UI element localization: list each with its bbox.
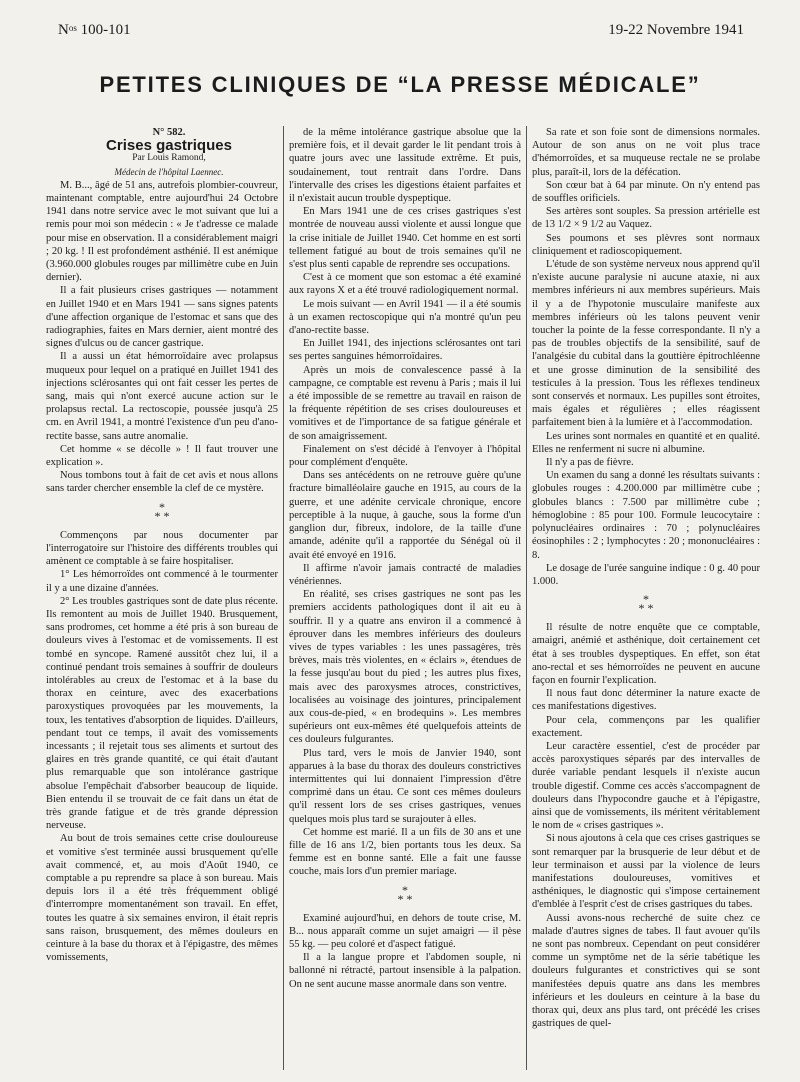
section-separator: * * *	[638, 592, 654, 616]
body-paragraph: Dans ses antécédents on ne retrouve guère qu'une fracture bimalléolaire gauche en 1915, au cours de la guerre, et une adénite cervicale chronique, encore perceptible à la nuque, à gauche, sous la forme d'un ganglion dur, fibreux, indolore, de la taille d'une amande, adénite qu'il a rapportée du Sénégal où il avait été envoyé en 1916.	[289, 470, 521, 561]
body-paragraph: Le dosage de l'urée sanguine indique : 0 g. 40 pour 1.000.	[532, 562, 760, 587]
body-paragraph: Il a fait plusieurs crises gastriques — notamment en Juillet 1940 et en Mars 1941 — sans signes patents d'une affection organique de l'estomac et sans que des radiographies, faites en Mars dernier, aient montré des signes d'ulcus ou de cancer gastrique.	[46, 285, 278, 350]
article-author: Par Louis Ramond,	[132, 153, 206, 164]
column-2	[289, 126, 521, 1070]
body-paragraph: Plus tard, vers le mois de Janvier 1940, sont apparues à la base du thorax des douleurs constrictives intermittentes qui lui donnaient l'impression d'être comprimé dans un étau. Ce sont ces mêmes douleurs qu'il ressent lors de ses crises gastriques, venues quelques mois plus tard se surajouter à elles.	[289, 747, 521, 825]
body-paragraph: Il n'y a pas de fièvre.	[546, 457, 634, 469]
body-paragraph: M. B..., âgé de 51 ans, autrefois plombier-couvreur, maintenant comptable, entre aujourd'hui 24 Octobre 1941 dans notre service avec le mot suivant que lui a remis pour moi son médecin : « Je t'adresse ce malade pour mise en observation. Il a considérablement maigri ; 20 kg. ! Il est profondément asthénié. Il est anémique (3.960.000 globules rouges par millimètre cube en Juin dernier).	[46, 179, 278, 284]
body-paragraph: Sa rate et son foie sont de dimensions normales. Autour de son anus on ne voit plus trace d'hémorroïdes, et sa muqueuse rectale ne se prolabe plus, paraît-il, lors de la défécation.	[532, 127, 760, 178]
body-paragraph: C'est à ce moment que son estomac a été examiné aux rayons X et a été trouvé radiologiquement normal.	[289, 272, 521, 297]
section-separator: * * *	[397, 882, 413, 906]
body-paragraph: Pour cela, commençons par les qualifier exactement.	[532, 714, 760, 739]
column-divider	[283, 126, 284, 1070]
body-paragraph: Son cœur bat à 64 par minute. On n'y entend pas de souffles orificiels.	[532, 179, 760, 205]
body-paragraph: Examiné aujourd'hui, en dehors de toute crise, M. B... nous apparaît comme un sujet amaigri — il pèse 55 kg. — peu coloré et d'aspect fatigué.	[289, 912, 521, 950]
section-separator: * * *	[154, 499, 170, 523]
body-paragraph: En réalité, ses crises gastriques ne sont pas les premiers accidents pathologiques dont il ait eu à souffrir. Il y a quatre ans environ il a commencé à éprouver dans les membres inférieurs des douleurs vives de types variables : les unes passagères, très brèves, mais très violentes, en « éclairs », étendues de la fesse jusqu'au bout du pied ; les autres plus fixes, mais avec des paroxysmes atroces, constrictives, localisées au voisinage des jointures, principalement aux cous-de-pied, « en brodequins ». Les membres supérieurs ont eux-mêmes été quelquefois atteints de ces douleurs fulgurantes.	[289, 589, 521, 746]
body-paragraph: Après un mois de convalescence passé à la campagne, ce comptable est revenu à Paris ; mais il lui a été impossible de se remettre au travail en raison de la fréquente répétition de ses crises douloureuses et vomitives et de l'importance de sa fatigue générale et de son amaigrissement.	[289, 364, 521, 442]
body-paragraph: Un examen du sang a donné les résultats suivants : globules rouges : 4.200.000 par millimètre cube ; globules blancs : 7.500 par millimètre cube ; hémoglobine : 85 pour 100. Formule leucocytaire : polynucléaires ordinaires : 70 ; polynucléaires éosinophiles : 2 ; lymphocytes : 20 ; mononucléaires : 8.	[532, 470, 760, 561]
column-3	[532, 126, 760, 1070]
body-paragraph: Si nous ajoutons à cela que ces crises gastriques se sont remarquer par la brusquerie de leur début et de leur terminaison et aussi par la violence de leurs manifestations douloureuses, vomitives et asthéniques, le diagnostic qui s'impose certainement d'emblée à l'esprit c'est de crises gastriques du tabes.	[532, 833, 760, 911]
body-paragraph: Cet homme « se décolle » ! Il faut trouver une explication ».	[46, 443, 278, 469]
issue-number: $N^{os}$ 100-101	[58, 22, 131, 38]
body-paragraph: Le mois suivant — en Avril 1941 — il a été soumis à un examen rectoscopique qui n'a montré qu'un peu d'ano-rectite basse.	[289, 298, 521, 337]
body-paragraph: Les urines sont normales en quantité et en qualité. Elles ne renferment ni sucre ni albumine.	[532, 430, 760, 455]
body-paragraph: L'étude de son système nerveux nous apprend qu'il n'existe aucune paralysie ni aucune ataxie, ni aux membres inférieurs ni aux membres supérieurs. Mais il y a de l'hypotonie musculaire manifeste aux membres inférieurs où les talons peuvent venir toucher la pointe de la fesse correspondante. Il n'y a pas de troubles objectifs de la sensibilité, sauf de l'analgésie du cubital dans la gouttière épitrochléenne et une grosse diminution de la sensibilité des testicules à la pression. Tous les réflexes tendineux sont conservés et normaux. Les pupilles sont étroites, mais égales et régulières ; elles réagissent parfaitement bien à la lumière et à l'accommodation.	[532, 259, 760, 429]
body-paragraph: Au bout de trois semaines cette crise douloureuse et vomitive s'est terminée aussi brusquement qu'elle avait commencé, et, au mois d'Août 1940, ce comptable a pu reprendre sa place à son bureau. Mais depuis lors il a été très fréquemment obligé d'interrompre momentanément son travail. En effet, toutes les quatre à six semaines environ, il était repris sans raison, brusquement, des mêmes douleurs en ceinture à la base du thorax et à l'épigastre, des mêmes vomissements,	[46, 833, 278, 964]
body-paragraph: En Mars 1941 une de ces crises gastriques s'est montrée de nouveau aussi violente et aussi longue que la crise initiale de Juillet 1940. Cet homme en est sorti tellement fatigué au bout de trois semaines qu'il ne s'est plus senti capable de reprendre ses occupations.	[289, 206, 521, 271]
body-paragraph: Il affirme n'avoir jamais contracté de maladies vénériennes.	[289, 562, 521, 587]
column-divider	[526, 126, 527, 1070]
body-paragraph: Leur caractère essentiel, c'est de procéder par accès paroxystiques séparés par des intervalles de durée variable pendant lesquels il n'existe aucun trouble digestif. Comme ces accès s'accompagnent de douleurs dans l'hypocondre gauche et à l'épigastre, ainsi que de vomissements, ils méritent véritablement le nom de « crises gastriques ».	[532, 740, 760, 832]
page-header	[58, 22, 744, 42]
body-paragraph: Ses poumons et ses plèvres sont normaux cliniquement et radioscopiquement.	[532, 232, 760, 257]
body-paragraph: Cet homme est marié. Il a un fils de 30 ans et une fille de 16 ans 1/2, bien portants tous les deux. Sa femme est en bonne santé. Elle a fait une fausse couche, mais lors d'un premier mariage.	[289, 826, 521, 878]
body-paragraph: 2° Les troubles gastriques sont de date plus récente. Ils remontent au mois de Juillet 1940. Brusquement, sans prodromes, cet homme a été pris à son bureau de douleurs vives à l'estomac et de vomissements. Il est tombé en syncope. Ramené aussitôt chez lui, il a continué pendant trois semaines à souffrir de douleurs intolérables au creux de l'estomac et à la base du thorax en ceinture, avec des exacerbations paroxystiques provoquées par les mouvements, la toux, les tentatives d'absorption de liquides. D'ailleurs, pendant tout ce temps, il avait des vomissements incessants ; il rejetait tous ses aliments et surtout des glaires en très grande quantité, ce qui était d'autant plus remarquable que son intolérance gastrique absolue l'empêchait d'absorber beaucoup de liquide. Bien entendu il se trouvait de ce fait dans un état de très grande fatigue et de très grande dépression nerveuse.	[46, 595, 278, 832]
body-paragraph: En Juillet 1941, des injections sclérosantes ont tari ses pertes sanguines hémorroïdaires.	[289, 338, 521, 363]
issue-date: 19-22 Novembre 1941	[608, 22, 744, 38]
body-paragraph: Il résulte de notre enquête que ce comptable, amaigri, anémié et asthénique, doit certainement cet état à ses troubles dyspeptiques. En effet, son état ano-rectal et ses hémorroïdes ne peuvent en aucune façon en fournir l'explication.	[532, 622, 760, 686]
body-paragraph: Commençons par nous documenter par l'interrogatoire sur l'histoire des différents troubles qui amènent ce comptable à se faire hospitaliser.	[46, 529, 278, 568]
body-paragraph: Il a la langue propre et l'abdomen souple, ni ballonné ni rétracté, partout insensible à la palpation. On ne sent aucune masse anormale dans son ventre.	[289, 952, 521, 990]
article-columns	[46, 126, 760, 1070]
body-paragraph: Finalement on s'est décidé à l'envoyer à l'hôpital pour complément d'enquête.	[289, 443, 521, 469]
body-paragraph: de la même intolérance gastrique absolue que la première fois, et il devait garder le lit pendant trois à quatre jours avec une lassitude extrême. Et puis, soudainement, tout rentrait dans l'ordre. Dans l'intervalle des crises les digestions étaient parfaites et il n'existait aucun trouble dyspeptique.	[289, 127, 521, 205]
body-paragraph: Il nous faut donc déterminer la nature exacte de ces manifestations digestives.	[532, 688, 760, 713]
body-paragraph: Nous tombons tout à fait de cet avis et nous allons sans tarder chercher ensemble la clef de ce mystère.	[46, 470, 278, 495]
body-paragraph: Aussi avons-nous recherché de suite chez ce malade d'autres signes de tabes. Il faut avouer qu'ils ne sont pas nombreux. Cependant on peut considérer comme un symptôme net de la série tabétique les douleurs fulgurantes et constrictives qui se sont manifestées depuis quatre ans dans les membres inférieurs et les douleurs en ceinture à la base du thorax qui, deux ans plus tard, ont précédé les crises gastriques de quel-	[532, 912, 760, 1030]
body-paragraph: Il a aussi un état hémorroïdaire avec prolapsus muqueux pour lequel on a pratiqué en Juillet 1941 des injections sclérosantes qui ont fait cesser les pertes de sang, mais qui n'ont exercé aucune action sur le prolapsus rectal. La rectoscopie, poussée jusqu'à 25 cm. en Avril 1941, a montré l'existence d'un peu d'ano-rectite basse, sans autre anomalie.	[46, 351, 278, 442]
article-number: N° 582.	[152, 127, 186, 138]
author-affiliation: Médecin de l'hôpital Laennec.	[114, 166, 224, 177]
column-1	[46, 126, 278, 1070]
body-paragraph: Ses artères sont souples. Sa pression artérielle est de 13 1/2 × 9 1/2 au Vaquez.	[532, 206, 760, 231]
journal-banner: PETITES CLINIQUES DE “LA PRESSE MÉDICALE”	[99, 72, 701, 97]
article-title: Crises gastriques	[106, 137, 232, 155]
body-paragraph: 1° Les hémorroïdes ont commencé à le tourmenter il y a une dizaine d'années.	[46, 569, 278, 594]
